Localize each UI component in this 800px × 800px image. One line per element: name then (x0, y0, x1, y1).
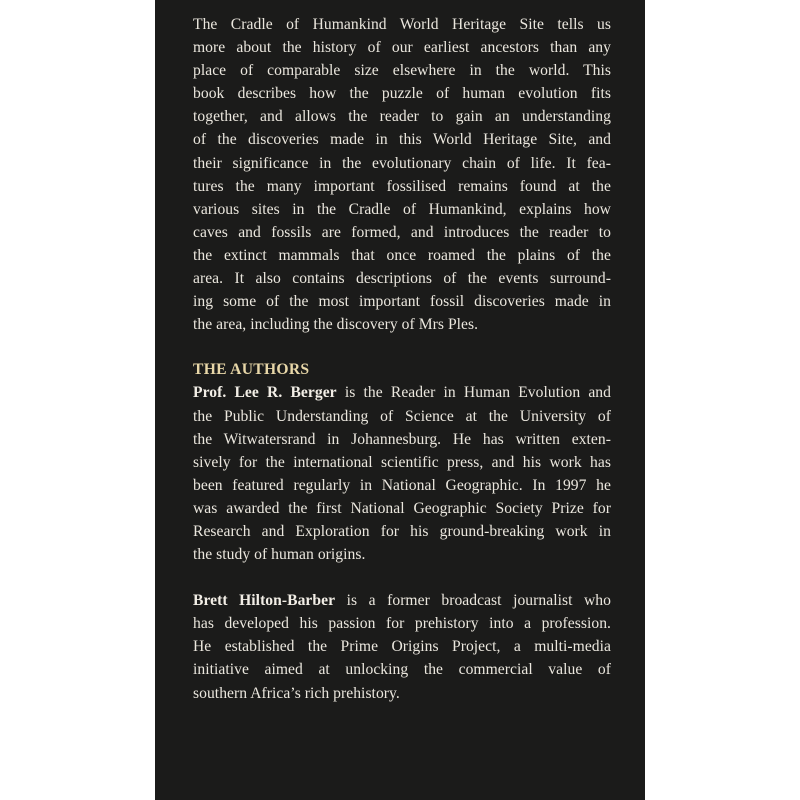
intro-line: various sites in the Cradle of Humankind, explains how (193, 200, 611, 218)
authors-heading: THE AUTHORS (193, 361, 310, 379)
berger-bio-first-line-rest: is the Reader in Human Evolution and (336, 384, 611, 402)
berger-bio-paragraph (193, 381, 611, 566)
back-cover-text (193, 13, 611, 705)
berger-bio-line: the Public Understanding of Science at the University of (193, 407, 611, 425)
intro-line: together, and allows the reader to gain an understanding (193, 108, 611, 126)
hilton-barber-bio-first-line-rest: is a former broadcast journalist who (335, 592, 611, 610)
hilton-barber-bio-line: southern Africa’s rich prehistory. (193, 684, 400, 702)
intro-line: the extinct mammals that once roamed the plains of the (193, 246, 611, 264)
intro-line: The Cradle of Humankind World Heritage Site tells us (193, 16, 611, 33)
intro-line: the area, including the discovery of Mrs Ples. (193, 316, 479, 334)
berger-bio-line: the Witwatersrand in Johannesburg. He has written exten- (193, 430, 611, 448)
berger-bio-line: sively for the international scientific press, and his work has (193, 453, 611, 471)
berger-bio-first-line (193, 381, 611, 404)
hilton-barber-bio-first-line (193, 589, 611, 612)
intro-line: more about the history of our earliest ancestors than any (193, 39, 611, 57)
hilton-barber-bio-line: initiative aimed at unlocking the commercial value of (193, 661, 611, 679)
intro-line: their significance in the evolutionary chain of life. It fea- (193, 154, 611, 172)
berger-bio-line: been featured regularly in National Geographic. In 1997 he (193, 476, 611, 494)
intro-line: book describes how the puzzle of human evolution fits (193, 85, 611, 103)
intro-line: caves and fossils are formed, and introduces the reader to (193, 223, 611, 241)
spacer (193, 336, 611, 358)
berger-bio-line: the study of human origins. (193, 546, 366, 564)
hilton-barber-bio-line: has developed his passion for prehistory into a profession. (193, 615, 611, 633)
spacer (193, 566, 611, 589)
berger-bio-line: was awarded the first National Geographic Society Prize for (193, 499, 611, 517)
hilton-barber-name: Brett Hilton-Barber (193, 592, 336, 610)
intro-line: ing some of the most important fossil discoveries made in (193, 293, 611, 311)
intro-line: tures the many important fossilised remains found at the (193, 177, 611, 195)
intro-line: of the discoveries made in this World Heritage Site, and (193, 131, 611, 149)
intro-paragraph (193, 13, 611, 336)
intro-line: place of comparable size elsewhere in the world. This (193, 62, 611, 80)
berger-name: Prof. Lee R. Berger (193, 384, 337, 402)
back-cover-panel (155, 0, 645, 800)
intro-line: area. It also contains descriptions of the events surround- (193, 270, 611, 288)
berger-bio-line: Research and Exploration for his ground-breaking work in (193, 522, 611, 540)
hilton-barber-bio-paragraph (193, 589, 611, 704)
hilton-barber-bio-line: He established the Prime Origins Project, a multi-media (193, 638, 611, 656)
